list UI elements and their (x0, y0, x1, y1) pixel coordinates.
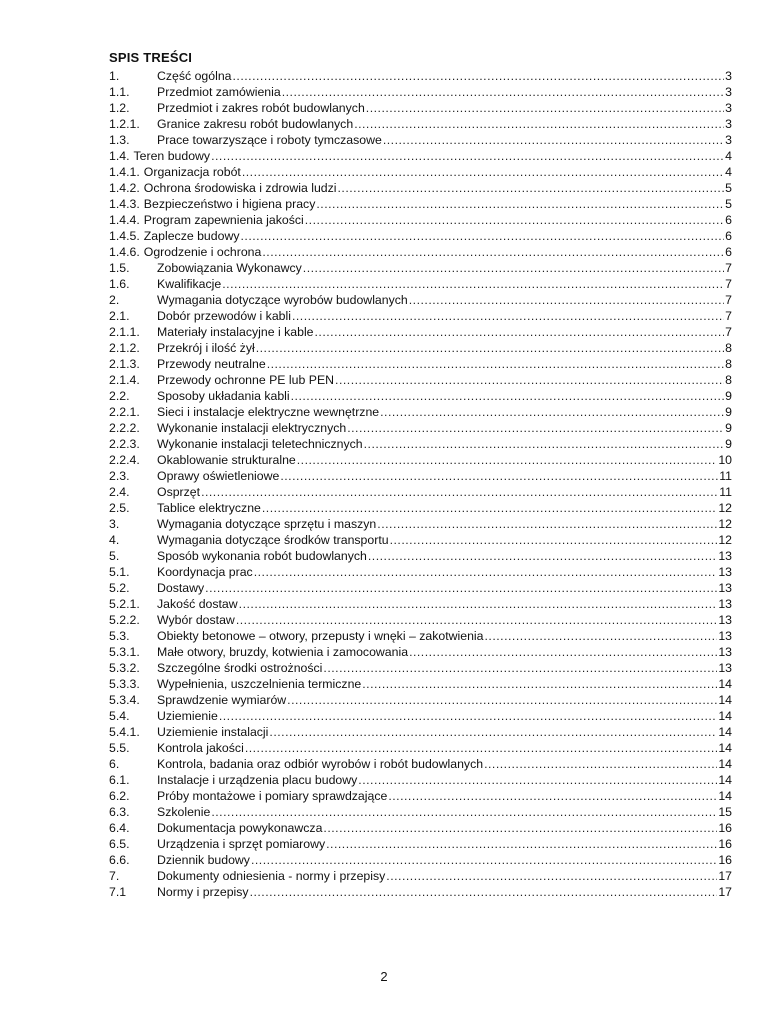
toc-dot-leader (358, 772, 717, 788)
toc-entry-page: 8 (725, 357, 732, 371)
toc-entry[interactable] (109, 356, 732, 372)
toc-entry-title: Dobór przewodów i kabli (157, 309, 291, 323)
toc-entry[interactable] (109, 148, 732, 164)
toc-entry-page: 11 (719, 469, 732, 483)
toc-entry-title: Sprawdzenie wymiarów (157, 693, 287, 707)
toc-dot-leader (282, 84, 724, 100)
toc-entry[interactable] (109, 628, 732, 644)
toc-entry[interactable] (109, 740, 732, 756)
toc-entry[interactable] (109, 836, 732, 852)
toc-entry-number: 5.4.1. (109, 725, 140, 739)
toc-entry-page: 9 (725, 421, 732, 435)
toc-entry-page: 14 (718, 789, 732, 803)
toc-dot-leader (368, 548, 717, 564)
toc-entry-number: 1.4.1. (109, 165, 140, 179)
toc-dot-leader (205, 580, 717, 596)
toc-entry-page: 13 (718, 549, 732, 563)
toc-entry-page: 12 (718, 501, 732, 515)
toc-entry[interactable] (109, 788, 732, 804)
toc-entry-number: 2.1.4. (109, 373, 140, 387)
toc-dot-leader (211, 148, 724, 164)
toc-entry-number: 6.3. (109, 805, 130, 819)
toc-dot-leader (240, 228, 724, 244)
toc-dot-leader (323, 820, 717, 836)
toc-entry-page: 7 (725, 325, 732, 339)
toc-entry[interactable] (109, 644, 732, 660)
toc-dot-leader (354, 116, 724, 132)
toc-entry-number: 5.2.1. (109, 597, 140, 611)
toc-dot-leader (250, 884, 718, 900)
toc-entry-title: Szkolenie (157, 805, 211, 819)
toc-entry-page: 14 (718, 693, 732, 707)
toc-entry-title: Wybór dostaw (157, 613, 235, 627)
toc-entry-page: 13 (718, 581, 732, 595)
toc-entry-title: Materiały instalacyjne i kable (157, 325, 314, 339)
toc-entry-number: 1. (109, 69, 120, 83)
toc-dot-leader (291, 388, 725, 404)
toc-entry-number: 1.6. (109, 277, 130, 291)
toc-entry-page: 11 (719, 485, 732, 499)
toc-entry[interactable] (109, 84, 732, 100)
toc-entry-page: 7 (725, 277, 732, 291)
toc-entry-title: Dziennik budowy (157, 853, 250, 867)
toc-entry-title: Uziemienie (157, 709, 218, 723)
toc-entry-title: Szczególne środki ostrożności (157, 661, 323, 675)
toc-entry-title: Urządzenia i sprzęt pomiarowy (157, 837, 326, 851)
toc-entry-page: 14 (718, 709, 732, 723)
toc-entry-page: 3 (725, 117, 732, 131)
toc-entry[interactable] (109, 132, 732, 148)
toc-entry-number: 6. (109, 757, 120, 771)
toc-dot-leader (409, 644, 717, 660)
toc-entry-number: 5.5. (109, 741, 130, 755)
toc-entry-number: 6.2. (109, 789, 130, 803)
toc-entry[interactable] (109, 340, 732, 356)
toc-entry-page: 7 (725, 293, 732, 307)
toc-entry[interactable] (109, 692, 732, 708)
toc-dot-leader (303, 260, 724, 276)
toc-entry-page: 6 (725, 229, 732, 243)
toc-entry[interactable] (109, 484, 732, 500)
toc-entry-page: 3 (725, 133, 732, 147)
toc-entry-title: Wykonanie instalacji elektrycznych (157, 421, 347, 435)
toc-entry-number: 2.1.2. (109, 341, 140, 355)
toc-entry-page: 9 (725, 405, 732, 419)
toc-entry-title: Przewody ochronne PE lub PEN (157, 373, 335, 387)
toc-entry-number: 2.3. (109, 469, 130, 483)
toc-entry[interactable] (109, 452, 732, 468)
toc-dot-leader (211, 804, 717, 820)
toc-dot-leader (262, 244, 724, 260)
toc-entry[interactable] (109, 884, 732, 900)
toc-entry-page: 3 (725, 69, 732, 83)
toc-entry-number: 2.2.1. (109, 405, 140, 419)
toc-entry-number: 2.2.3. (109, 437, 140, 451)
toc-entry-page: 13 (718, 629, 732, 643)
toc-entry-number: 4. (109, 533, 120, 547)
toc-dot-leader (383, 132, 724, 148)
toc-entry[interactable] (109, 260, 732, 276)
toc-entry-title: Część ogólna (157, 69, 232, 83)
toc-entry-title: Obiekty betonowe – otwory, przepusty i wnęki – zakotwienia (157, 629, 484, 643)
toc-dot-leader (222, 276, 724, 292)
toc-entry[interactable] (109, 516, 732, 532)
toc-entry-number: 5.3.3. (109, 677, 140, 691)
toc-entry-number: 1.2. (109, 101, 130, 115)
toc-entry[interactable] (109, 116, 732, 132)
toc-entry-page: 14 (718, 773, 732, 787)
toc-entry-number: 5.3.1. (109, 645, 140, 659)
toc-entry-number: 1.3. (109, 133, 130, 147)
toc-entry-number: 1.4. (109, 149, 130, 163)
toc-dot-leader (364, 436, 725, 452)
toc-entry[interactable] (109, 532, 732, 548)
toc-entry-page: 7 (725, 309, 732, 323)
toc-entry-page: 9 (725, 389, 732, 403)
toc-entry-page: 4 (725, 149, 732, 163)
toc-entry-page: 3 (725, 101, 732, 115)
toc-dot-leader (485, 628, 718, 644)
toc-entry-title: Ochrona środowiska i zdrowia ludzi (143, 181, 337, 195)
toc-entry-number: 2.4. (109, 485, 130, 499)
toc-dot-leader (292, 308, 724, 324)
toc-entry-page: 17 (718, 869, 732, 883)
toc-entry-number: 2.1.3. (109, 357, 140, 371)
toc-dot-leader (262, 500, 717, 516)
toc-entry-title: Sposoby układania kabli (157, 389, 290, 403)
toc-entry-number: 6.4. (109, 821, 130, 835)
toc-entry-title: Jakość dostaw (157, 597, 238, 611)
toc-dot-leader (287, 692, 717, 708)
toc-entry-title: Zaplecze budowy (143, 229, 240, 243)
toc-entry[interactable] (109, 868, 732, 884)
toc-entry-title: Kwalifikacje (157, 277, 222, 291)
toc-entry-page: 9 (725, 437, 732, 451)
toc-dot-leader (219, 708, 717, 724)
toc-entry-page: 14 (718, 677, 732, 691)
toc-entry-page: 5 (725, 197, 732, 211)
toc-dot-leader (388, 788, 717, 804)
toc-entry-title: Dostawy (157, 581, 205, 595)
toc-dot-leader (297, 452, 718, 468)
page-number: 2 (380, 969, 388, 984)
toc-entry-number: 2.1.1. (109, 325, 140, 339)
toc-entry-title: Sieci i instalacje elektryczne wewnętrzne (157, 405, 380, 419)
toc-entry-title: Małe otwory, bruzdy, kotwienia i zamocowania (157, 645, 409, 659)
toc-dot-leader (239, 596, 718, 612)
toc-entry-number: 7. (109, 869, 120, 883)
toc-entry-number: 1.4.4. (109, 213, 140, 227)
toc-entry-number: 3. (109, 517, 120, 531)
toc-entry[interactable] (109, 68, 732, 84)
toc-entry-title: Wymagania dotyczące środków transportu (157, 533, 389, 547)
toc-entry-number: 6.5. (109, 837, 130, 851)
toc-entry[interactable] (109, 100, 732, 116)
toc-dot-leader (366, 100, 724, 116)
toc-entry-page: 14 (718, 725, 732, 739)
toc-entry[interactable] (109, 164, 732, 180)
toc-entry-number: 1.4.6. (109, 245, 140, 259)
toc-entry-number: 5.1. (109, 565, 130, 579)
toc-entry[interactable] (109, 564, 732, 580)
toc-entry[interactable] (109, 292, 732, 308)
toc-dot-leader (380, 404, 724, 420)
toc-list (109, 68, 732, 900)
toc-entry-title: Oprawy oświetleniowe (157, 469, 280, 483)
toc-dot-leader (269, 724, 717, 740)
toc-entry[interactable] (109, 228, 732, 244)
toc-entry-title: Ogrodzenie i ochrona (143, 245, 262, 259)
toc-entry[interactable] (109, 212, 732, 228)
toc-entry-title: Wymagania dotyczące sprzętu i maszyn (157, 517, 377, 531)
toc-entry[interactable] (109, 500, 732, 516)
toc-entry-title: Tablice elektryczne (157, 501, 261, 515)
toc-entry-page: 3 (725, 85, 732, 99)
toc-entry-title: Wykonanie instalacji teletechnicznych (157, 437, 363, 451)
toc-dot-leader (326, 836, 717, 852)
toc-dot-leader (267, 356, 724, 372)
toc-entry-page: 14 (718, 741, 732, 755)
toc-entry-page: 16 (718, 853, 732, 867)
toc-entry-title: Wymagania dotyczące wyrobów budowlanych (157, 293, 408, 307)
toc-title: SPIS TREŚCI (109, 50, 193, 65)
toc-entry-number: 5.3. (109, 629, 130, 643)
toc-entry-page: 4 (725, 165, 732, 179)
toc-dot-leader (335, 372, 724, 388)
toc-entry-title: Zobowiązania Wykonawcy (157, 261, 302, 275)
toc-entry-title: Prace towarzyszące i roboty tymczasowe (157, 133, 382, 147)
toc-entry-page: 5 (725, 181, 732, 195)
toc-entry-number: 5.2.2. (109, 613, 140, 627)
toc-dot-leader (362, 676, 717, 692)
toc-entry[interactable] (109, 724, 732, 740)
toc-entry[interactable] (109, 580, 732, 596)
toc-entry-number: 2.1. (109, 309, 130, 323)
toc-entry-page: 15 (718, 805, 732, 819)
toc-entry[interactable] (109, 180, 732, 196)
toc-entry-title: Dokumenty odniesienia - normy i przepisy (157, 869, 386, 883)
toc-entry-number: 6.6. (109, 853, 130, 867)
toc-entry-number: 1.4.5. (109, 229, 140, 243)
toc-entry-page: 16 (718, 821, 732, 835)
toc-entry-title: Program zapewnienia jakości (143, 213, 304, 227)
toc-entry-number: 1.4.2. (109, 181, 140, 195)
toc-entry-page: 16 (718, 837, 732, 851)
toc-entry-title: Bezpieczeństwo i higiena pracy (143, 197, 316, 211)
toc-dot-leader (338, 180, 725, 196)
toc-entry[interactable] (109, 244, 732, 260)
toc-entry[interactable] (109, 404, 732, 420)
toc-entry-number: 2.5. (109, 501, 130, 515)
toc-dot-leader (390, 532, 718, 548)
toc-entry[interactable] (109, 612, 732, 628)
toc-entry-page: 6 (725, 213, 732, 227)
toc-dot-leader (305, 212, 724, 228)
toc-entry[interactable] (109, 468, 732, 484)
toc-entry[interactable] (109, 372, 732, 388)
toc-entry-page: 10 (718, 453, 732, 467)
toc-entry-page: 12 (718, 517, 732, 531)
toc-entry[interactable] (109, 804, 732, 820)
toc-dot-leader (201, 484, 718, 500)
toc-dot-leader (245, 740, 718, 756)
toc-entry-number: 2.2. (109, 389, 130, 403)
toc-entry[interactable] (109, 436, 732, 452)
toc-entry-title: Próby montażowe i pomiary sprawdzające (157, 789, 388, 803)
toc-entry[interactable] (109, 852, 732, 868)
toc-entry[interactable] (109, 548, 732, 564)
toc-entry-number: 1.5. (109, 261, 130, 275)
toc-entry-number: 5. (109, 549, 120, 563)
toc-entry-title: Przewody neutralne (157, 357, 266, 371)
toc-entry-title: Kontrola, badania oraz odbiór wyrobów i robót budowlanych (157, 757, 484, 771)
toc-dot-leader (236, 612, 718, 628)
toc-entry[interactable] (109, 324, 732, 340)
toc-dot-leader (377, 516, 717, 532)
toc-entry-page: 13 (718, 613, 732, 627)
toc-dot-leader (323, 660, 717, 676)
toc-entry-title: Przedmiot zamówienia (157, 85, 281, 99)
toc-entry-title: Granice zakresu robót budowlanych (157, 117, 354, 131)
toc-entry-title: Osprzęt (157, 485, 201, 499)
toc-entry-title: Teren budowy (133, 149, 211, 163)
toc-entry[interactable] (109, 676, 732, 692)
toc-entry-title: Instalacje i urządzenia placu budowy (157, 773, 358, 787)
toc-dot-leader (242, 164, 724, 180)
toc-dot-leader (409, 292, 724, 308)
toc-entry[interactable] (109, 196, 732, 212)
toc-dot-leader (251, 852, 717, 868)
toc-entry-number: 2.2.4. (109, 453, 140, 467)
toc-entry[interactable] (109, 660, 732, 676)
toc-dot-leader (254, 564, 718, 580)
toc-dot-leader (280, 468, 718, 484)
toc-entry-page: 8 (725, 341, 732, 355)
toc-entry-number: 2.2.2. (109, 421, 140, 435)
toc-entry-title: Okablowanie strukturalne (157, 453, 296, 467)
toc-entry[interactable] (109, 420, 732, 436)
toc-entry-title: Kontrola jakości (157, 741, 244, 755)
toc-entry-number: 5.3.2. (109, 661, 140, 675)
toc-entry-title: Przekrój i ilość żył (157, 341, 255, 355)
toc-entry[interactable] (109, 772, 732, 788)
toc-dot-leader (316, 196, 724, 212)
toc-dot-leader (233, 68, 725, 84)
toc-entry-title: Sposób wykonania robót budowlanych (157, 549, 367, 563)
toc-entry-title: Organizacja robót (143, 165, 241, 179)
toc-entry-number: 5.3.4. (109, 693, 140, 707)
toc-entry-page: 17 (718, 885, 732, 899)
toc-dot-leader (256, 340, 724, 356)
toc-entry-number: 2. (109, 293, 120, 307)
toc-entry-title: Uziemienie instalacji (157, 725, 269, 739)
toc-entry[interactable] (109, 308, 732, 324)
toc-entry-page: 8 (725, 373, 732, 387)
toc-entry-page: 13 (718, 661, 732, 675)
toc-entry[interactable] (109, 276, 732, 292)
toc-entry-title: Koordynacja prac (157, 565, 253, 579)
toc-entry-page: 14 (718, 757, 732, 771)
toc-entry-page: 12 (718, 533, 732, 547)
toc-entry-number: 5.4. (109, 709, 130, 723)
toc-entry[interactable] (109, 388, 732, 404)
toc-entry-title: Normy i przepisy (157, 885, 249, 899)
toc-entry[interactable] (109, 596, 732, 612)
toc-entry[interactable] (109, 708, 732, 724)
toc-entry-title: Wypełnienia, uszczelnienia termiczne (157, 677, 362, 691)
toc-entry-number: 1.2.1. (109, 117, 140, 131)
toc-dot-leader (347, 420, 724, 436)
toc-dot-leader (484, 756, 717, 772)
toc-entry-number: 6.1. (109, 773, 130, 787)
toc-entry[interactable] (109, 820, 732, 836)
toc-entry-page: 13 (718, 645, 732, 659)
toc-dot-leader (315, 324, 725, 340)
toc-entry-title: Przedmiot i zakres robót budowlanych (157, 101, 365, 115)
toc-entry-page: 13 (718, 565, 732, 579)
toc-entry-number: 1.4.3. (109, 197, 140, 211)
toc-entry-number: 5.2. (109, 581, 130, 595)
toc-entry-title: Dokumentacja powykonawcza (157, 821, 323, 835)
toc-dot-leader (386, 868, 717, 884)
toc-entry-number: 1.1. (109, 85, 130, 99)
toc-entry-page: 13 (718, 597, 732, 611)
toc-entry[interactable] (109, 756, 732, 772)
toc-entry-number: 7.1 (109, 885, 127, 899)
toc-entry-page: 6 (725, 245, 732, 259)
toc-entry-page: 7 (725, 261, 732, 275)
